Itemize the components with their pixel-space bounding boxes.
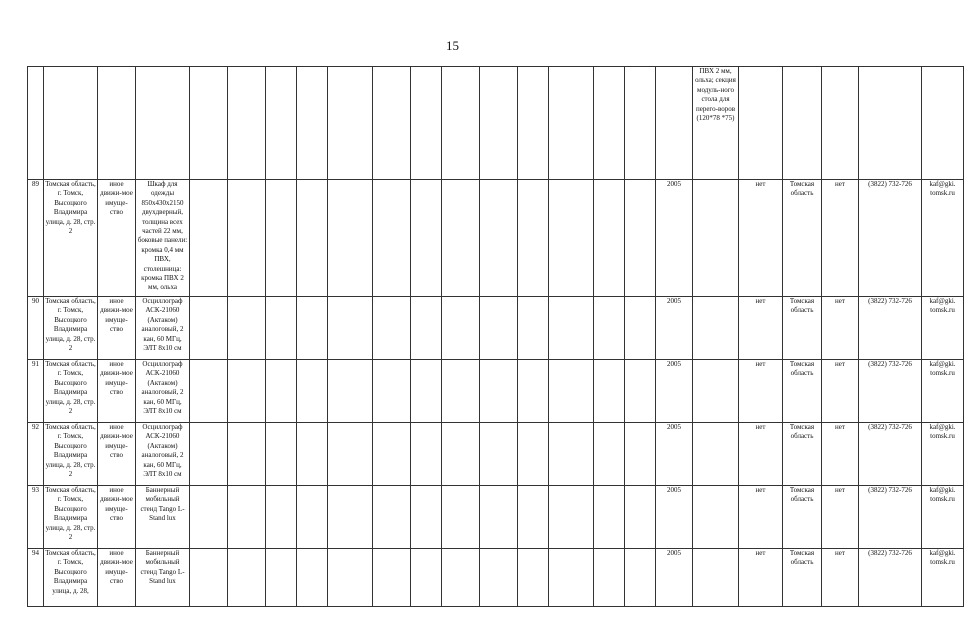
row-number: 92 (28, 423, 44, 486)
cell-empty (442, 67, 480, 180)
flag2-cell: нет (822, 549, 859, 607)
cell-empty (518, 549, 549, 607)
table-row (28, 297, 964, 360)
cell-empty (518, 67, 549, 180)
email-cell: kaf@gki. tomsk.ru (922, 423, 964, 486)
cell-empty (297, 486, 328, 549)
cell-empty (373, 67, 411, 180)
cell-empty (297, 180, 328, 297)
cell-empty (480, 180, 518, 297)
cell-empty (411, 486, 442, 549)
cell-empty (266, 67, 297, 180)
cell-empty (373, 180, 411, 297)
cell-empty (136, 67, 190, 180)
year-cell: 2005 (656, 423, 693, 486)
type-cell: иное движи-мое имуще-ство (98, 549, 136, 607)
cell-empty (549, 67, 594, 180)
cell-empty (693, 180, 739, 297)
cell-empty (190, 423, 228, 486)
cell-empty (190, 549, 228, 607)
flag-cell: нет (739, 297, 783, 360)
flag2-cell: нет (822, 180, 859, 297)
table-row (28, 360, 964, 423)
cell-empty (549, 486, 594, 549)
cell-empty (266, 423, 297, 486)
phone-cell: (3822) 732-726 (859, 486, 922, 549)
cell-empty (328, 549, 373, 607)
cell-empty (411, 180, 442, 297)
cell-empty (266, 486, 297, 549)
year-cell: 2005 (656, 360, 693, 423)
property-register-table (27, 66, 964, 607)
cell-empty (518, 180, 549, 297)
type-cell: иное движи-мое имуще-ство (98, 180, 136, 297)
item-name-cell: Шкаф для одежды 850х430х2150 двухдверный, толщина всех частей 22 мм, боковые панели: кромка 0,4 мм ПВХ, столешница: кромка ПВХ 2 мм, ольха (136, 180, 190, 297)
cell-empty (328, 297, 373, 360)
type-cell: иное движи-мое имуще-ство (98, 486, 136, 549)
row-number: 91 (28, 360, 44, 423)
phone-cell: (3822) 732-726 (859, 360, 922, 423)
cell-empty (373, 360, 411, 423)
cell-empty (625, 423, 656, 486)
flag-cell: нет (739, 423, 783, 486)
cell-empty (625, 486, 656, 549)
cell-empty (228, 67, 266, 180)
cell-empty (518, 297, 549, 360)
cell-empty (297, 297, 328, 360)
cell-empty (518, 360, 549, 423)
address-cell: Томская область, г. Томск, Высоцкого Владимира улица, д. 28, стр. 2 (44, 180, 98, 297)
cell-empty (859, 67, 922, 180)
flag-cell: нет (739, 180, 783, 297)
cell-empty (297, 67, 328, 180)
address-cell: Томская область, г. Томск, Высоцкого Владимира улица, д. 28, стр. 2 (44, 360, 98, 423)
cell-empty (594, 297, 625, 360)
table-row (28, 423, 964, 486)
row-number: 93 (28, 486, 44, 549)
phone-cell: (3822) 732-726 (859, 423, 922, 486)
table-row-continuation (28, 67, 964, 180)
flag2-cell: нет (822, 486, 859, 549)
phone-cell: (3822) 732-726 (859, 180, 922, 297)
item-name-cell: Осциллограф АСК-21060 (Актаком) аналоговый, 2 кан, 60 МГц, ЭЛТ 8х10 см (136, 360, 190, 423)
cell-empty (442, 486, 480, 549)
address-cell: Томская область, г. Томск, Высоцкого Владимира улица, д. 28, стр. 2 (44, 486, 98, 549)
cell-empty (625, 549, 656, 607)
cell-empty (442, 549, 480, 607)
cell-empty (480, 67, 518, 180)
cell-empty (549, 360, 594, 423)
cell-empty (190, 180, 228, 297)
email-cell: kaf@gki. tomsk.ru (922, 360, 964, 423)
cell-empty (266, 180, 297, 297)
cell-empty (549, 549, 594, 607)
cell-empty (594, 486, 625, 549)
table-row (28, 486, 964, 549)
cell-empty (411, 67, 442, 180)
cell-empty (693, 486, 739, 549)
row-number: 89 (28, 180, 44, 297)
region-cell: Томская область (783, 297, 822, 360)
continuation-cell: ПВХ 2 мм, ольха; секция модуль-ного стола для перего-воров (120*78 *75) (693, 67, 739, 180)
cell-empty (594, 549, 625, 607)
address-cell: Томская область, г. Томск, Высоцкого Владимира улица, д. 28, стр. 2 (44, 423, 98, 486)
region-cell: Томская область (783, 360, 822, 423)
email-cell: kaf@gki. tomsk.ru (922, 486, 964, 549)
cell-empty (228, 486, 266, 549)
cell-empty (442, 297, 480, 360)
flag-cell: нет (739, 360, 783, 423)
flag2-cell: нет (822, 423, 859, 486)
cell-empty (228, 180, 266, 297)
cell-empty (480, 297, 518, 360)
cell-empty (480, 423, 518, 486)
cell-empty (328, 67, 373, 180)
cell-empty (411, 423, 442, 486)
cell-empty (373, 486, 411, 549)
table-row (28, 549, 964, 607)
cell-empty (549, 297, 594, 360)
flag2-cell: нет (822, 297, 859, 360)
flag-cell: нет (739, 486, 783, 549)
cell-empty (739, 67, 783, 180)
flag2-cell: нет (822, 360, 859, 423)
year-cell: 2005 (656, 549, 693, 607)
cell-empty (190, 486, 228, 549)
cell-empty (266, 360, 297, 423)
cell-empty (228, 549, 266, 607)
cell-empty (228, 423, 266, 486)
cell-empty (518, 486, 549, 549)
cell-empty (442, 423, 480, 486)
cell-empty (373, 549, 411, 607)
cell-empty (266, 549, 297, 607)
cell-empty (190, 67, 228, 180)
cell-empty (594, 67, 625, 180)
cell-empty (783, 67, 822, 180)
email-cell: kaf@gki. tomsk.ru (922, 297, 964, 360)
type-cell: иное движи-мое имуще-ство (98, 423, 136, 486)
cell-empty (373, 297, 411, 360)
cell-empty (693, 549, 739, 607)
cell-empty (693, 423, 739, 486)
cell-empty (656, 67, 693, 180)
cell-empty (28, 67, 44, 180)
type-cell: иное движи-мое имуще-ство (98, 360, 136, 423)
row-number: 94 (28, 549, 44, 607)
cell-empty (190, 360, 228, 423)
page-number: 15 (446, 38, 459, 53)
cell-empty (549, 180, 594, 297)
cell-empty (822, 67, 859, 180)
phone-cell: (3822) 732-726 (859, 549, 922, 607)
cell-empty (594, 360, 625, 423)
cell-empty (693, 360, 739, 423)
phone-cell: (3822) 732-726 (859, 297, 922, 360)
item-name-cell: Осциллограф АСК-21060 (Актаком) аналоговый, 2 кан, 60 МГц, ЭЛТ 8х10 см (136, 423, 190, 486)
cell-empty (190, 297, 228, 360)
region-cell: Томская область (783, 180, 822, 297)
year-cell: 2005 (656, 180, 693, 297)
email-cell: kaf@gki. tomsk.ru (922, 549, 964, 607)
cell-empty (922, 67, 964, 180)
cell-empty (297, 360, 328, 423)
cell-empty (594, 423, 625, 486)
cell-empty (98, 67, 136, 180)
cell-empty (625, 297, 656, 360)
cell-empty (625, 67, 656, 180)
address-cell: Томская область, г. Томск, Высоцкого Владимира улица, д. 28, стр. 2 (44, 297, 98, 360)
cell-empty (480, 360, 518, 423)
cell-empty (625, 180, 656, 297)
cell-empty (442, 180, 480, 297)
email-cell: kaf@gki. tomsk.ru (922, 180, 964, 297)
cell-empty (228, 360, 266, 423)
cell-empty (297, 423, 328, 486)
cell-empty (297, 549, 328, 607)
cell-empty (480, 549, 518, 607)
year-cell: 2005 (656, 297, 693, 360)
cell-empty (411, 297, 442, 360)
item-name-cell: Баннерный мобильный стенд Tango L-Stand lux (136, 486, 190, 549)
cell-empty (594, 180, 625, 297)
cell-empty (266, 297, 297, 360)
cell-empty (373, 423, 411, 486)
cell-empty (480, 486, 518, 549)
cell-empty (442, 360, 480, 423)
year-cell: 2005 (656, 486, 693, 549)
cell-empty (228, 297, 266, 360)
cell-empty (518, 423, 549, 486)
cell-empty (328, 423, 373, 486)
table-body (28, 67, 964, 607)
cell-empty (328, 180, 373, 297)
region-cell: Томская область (783, 486, 822, 549)
region-cell: Томская область (783, 549, 822, 607)
cell-empty (44, 67, 98, 180)
cell-empty (625, 360, 656, 423)
region-cell: Томская область (783, 423, 822, 486)
address-cell: Томская область, г. Томск, Высоцкого Владимира улица, д. 28, (44, 549, 98, 607)
cell-empty (328, 486, 373, 549)
cell-empty (328, 360, 373, 423)
cell-empty (411, 360, 442, 423)
row-number: 90 (28, 297, 44, 360)
cell-empty (411, 549, 442, 607)
flag-cell: нет (739, 549, 783, 607)
type-cell: иное движи-мое имуще-ство (98, 297, 136, 360)
table-row (28, 180, 964, 297)
cell-empty (549, 423, 594, 486)
item-name-cell: Осциллограф АСК-21060 (Актаком) аналоговый, 2 кан, 60 МГц, ЭЛТ 8х10 см (136, 297, 190, 360)
cell-empty (693, 297, 739, 360)
item-name-cell: Баннерный мобильный стенд Tango L-Stand lux (136, 549, 190, 607)
